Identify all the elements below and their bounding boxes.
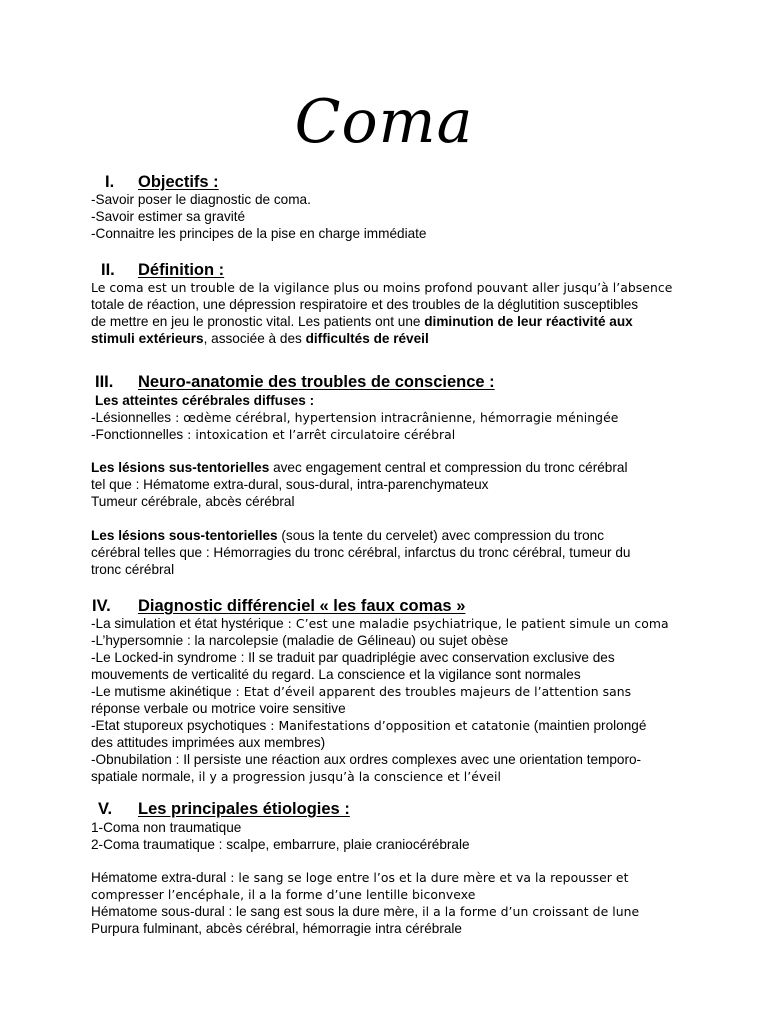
- sous-tentorielles-paragraph: [91, 527, 691, 578]
- list-item: -Etat stuporeux psychotiques : Manifestations d’opposition et catatonie (maintien prolongé: [91, 718, 647, 733]
- list-item: -Lésionnelles : œdème cérébral, hypertension intracrânienne, hémorragie méningée: [91, 410, 619, 425]
- list-item: -Le mutisme akinétique : Etat d’éveil apparent des troubles majeurs de l’attention sans: [91, 684, 632, 699]
- paragraph-line: compresser l’encéphale, il a la forme d’une lentille biconvexe: [91, 887, 476, 902]
- section-number: III.: [95, 373, 114, 391]
- paragraph-line: totale de réaction, une dépression respiratoire et des troubles de la déglutition susceptibles: [91, 297, 639, 312]
- objectifs-list: [91, 191, 691, 242]
- document-title: Coma: [294, 87, 474, 157]
- section-number: IV.: [92, 597, 111, 615]
- list-item: réponse verbale ou motrice voire sensitive: [91, 701, 346, 716]
- paragraph-line: cérébral telles que : Hémorragies du tronc cérébral, infarctus du tronc cérébral, tumeur du: [91, 545, 631, 560]
- section-title: Définition :: [138, 261, 225, 279]
- section-title: Diagnostic différenciel « les faux comas »: [138, 597, 466, 615]
- list-item: -Connaitre les principes de la pise en charge immédiate: [91, 226, 427, 241]
- section-number: I.: [105, 173, 115, 191]
- list-item: -Savoir poser le diagnostic de coma.: [91, 192, 311, 207]
- list-item: 2-Coma traumatique : scalpe, embarrure, plaie craniocérébrale: [91, 837, 470, 852]
- paragraph-line: Hématome sous-dural : le sang est sous la dure mère, il a la forme d’un croissant de lune: [91, 904, 640, 919]
- paragraph-line: tel que : Hématome extra-dural, sous-dural, intra-parenchymateux: [91, 477, 489, 492]
- etiologies-list: [91, 819, 691, 853]
- list-item: -Obnubilation : Il persiste une réaction aux ordres complexes avec une orientation temporo-: [91, 752, 642, 767]
- faux-comas-list: [91, 615, 686, 785]
- list-item: 1-Coma non traumatique: [91, 820, 242, 835]
- section-number: II.: [101, 261, 115, 279]
- list-item: -Le Locked-in syndrome : Il se traduit par quadriplégie avec conservation exclusive des: [91, 650, 615, 665]
- list-item: spatiale normale, il y a progression jusqu’à la conscience et l’éveil: [91, 769, 501, 784]
- list-item: -Fonctionnelles : intoxication et l’arrêt circulatoire cérébral: [91, 427, 456, 442]
- list-item: -La simulation et état hystérique : C’est une maladie psychiatrique, le patient simule un coma: [91, 616, 669, 631]
- subheading: Les atteintes cérébrales diffuses :: [95, 393, 315, 408]
- hematomes-paragraph: [91, 869, 686, 937]
- paragraph-line: Hématome extra-dural : le sang se loge entre l’os et la dure mère et va la repousser et: [91, 870, 629, 885]
- list-item: mouvements de verticalité du regard. La conscience et la vigilance sont normales: [91, 667, 581, 682]
- sus-tentorielles-paragraph: [91, 459, 691, 510]
- paragraph-line: Le coma est un trouble de la vigilance plus ou moins profond pouvant aller jusqu’à l’absence: [91, 280, 673, 295]
- paragraph-line: Les lésions sus-tentorielles avec engagement central et compression du tronc cérébral: [91, 460, 628, 475]
- section-number: V.: [98, 800, 113, 818]
- paragraph-line: stimuli extérieurs, associée à des difficultés de réveil: [91, 331, 429, 346]
- paragraph-line: Tumeur cérébrale, abcès cérébral: [91, 494, 295, 509]
- definition-paragraph: [91, 279, 681, 347]
- paragraph-line: Les lésions sous-tentorielles (sous la tente du cervelet) avec compression du tronc: [91, 528, 605, 543]
- paragraph-line: tronc cérébral: [91, 562, 175, 577]
- list-item: -L’hypersomnie : la narcolepsie (maladie de Gélineau) ou sujet obèse: [91, 633, 509, 648]
- paragraph-line: Purpura fulminant, abcès cérébral, hémorragie intra cérébrale: [91, 921, 462, 936]
- neuro-anatomie-content: [91, 392, 691, 443]
- section-title: Objectifs :: [138, 173, 219, 191]
- list-item: -Savoir estimer sa gravité: [91, 209, 246, 224]
- list-item: des attitudes imprimées aux membres): [91, 735, 326, 750]
- section-title: Les principales étiologies :: [138, 800, 350, 818]
- paragraph-line: de mettre en jeu le pronostic vital. Les patients ont une diminution de leur réactivité aux: [91, 314, 633, 329]
- section-title: Neuro-anatomie des troubles de conscience :: [138, 373, 495, 391]
